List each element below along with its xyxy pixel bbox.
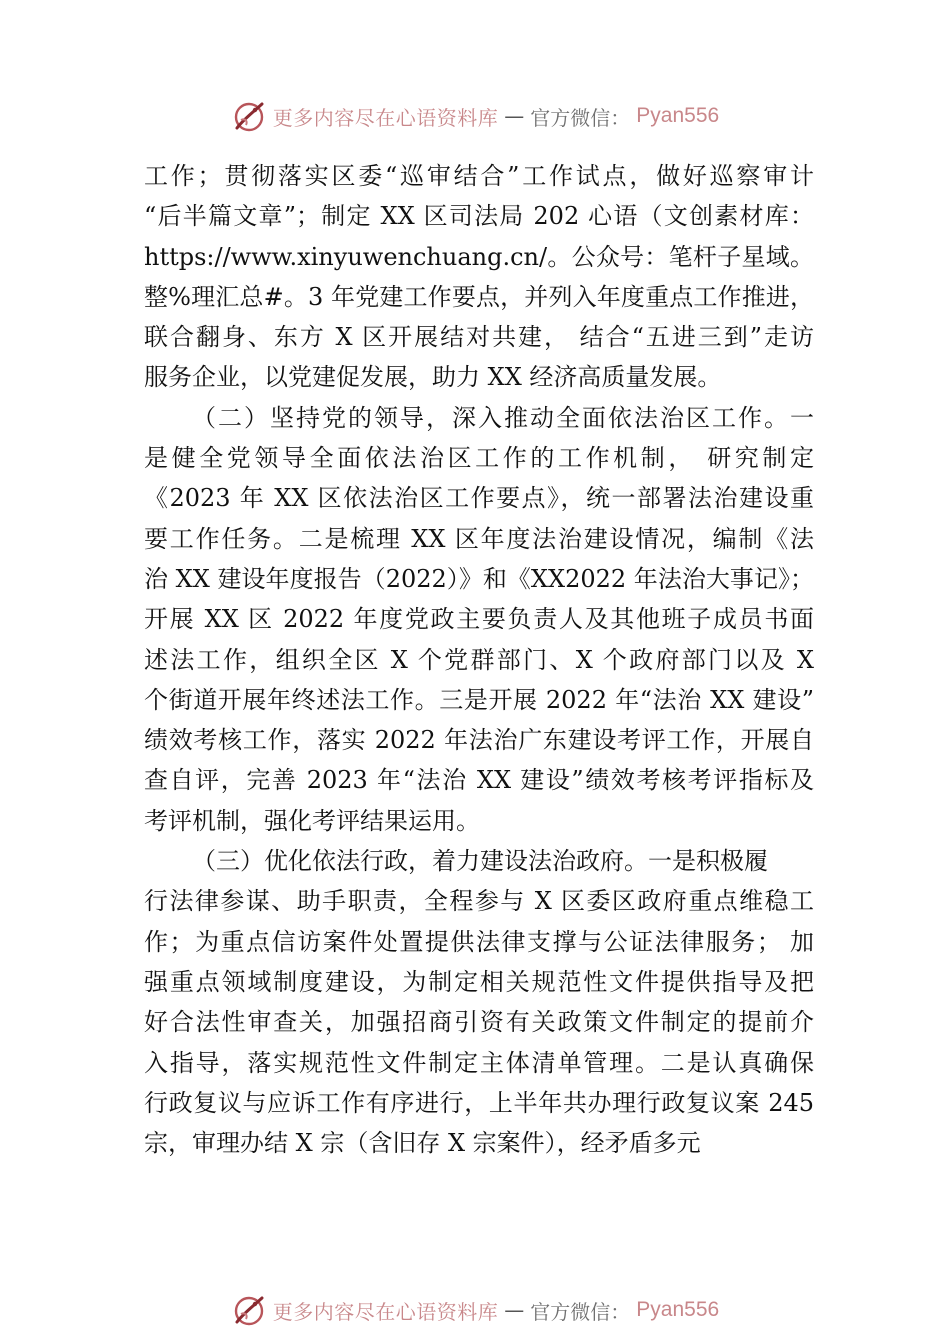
text-line: 强重点领域制度建设，为制定相关规范性文件提供指导及把 [144,967,814,996]
text-line: 行政复议与应诉工作有序进行，上半年共办理行政复议案 245 [144,1088,814,1117]
text-line: 述法工作，组织全区 X 个党群部门、X 个政府部门以及 X [144,645,814,674]
text-line: 宗，审理办结 X 宗（含旧存 X 宗案件），经矛盾多元 [144,1129,701,1158]
watermark-wechat-id: Pyan556 [636,104,720,127]
brush-logo-icon [231,1292,267,1328]
text-line: 入指导，落实规范性文件制定主体清单管理。二是认真确保 [144,1048,814,1077]
text-line: 是健全党领导全面依法治区工作的工作机制， 研究制定 [144,444,814,473]
text-line: 《2023 年 XX 区依法治区工作要点》，统一部署法治建设重 [144,484,814,513]
text-line: 联合翻身、东方 X 区开展结对共建， 结合“五进三到”走访 [144,323,814,352]
watermark-text: 更多内容尽在心语资料库 [272,105,499,130]
watermark-wechat-label: 官方微信： [530,105,631,130]
watermark-wechat-label: 官方微信： [530,1299,631,1324]
text-line: 考评机制，强化考评结果运用。 [144,806,480,835]
watermark [231,1292,719,1328]
watermark-wechat-id: Pyan556 [636,1298,720,1321]
text-line: 作；为重点信访案件处置提供法律支撑与公证法律服务； 加 [144,927,814,956]
paragraph-heading-3: （三）优化依法行政，着力建设法治政府。一是积极履 [192,847,768,876]
text-line: 绩效考核工作，落实 2022 年法治广东建设考评工作，开展自 [144,726,814,755]
text-line: 好合法性审查关，加强招商引资有关政策文件制定的提前介 [144,1008,814,1037]
text-line: 开展 XX 区 2022 年度党政主要负责人及其他班子成员书面 [144,605,814,634]
text-line: 要工作任务。二是梳理 XX 区年度法治建设情况，编制《法 [144,524,814,553]
text-line: 查自评，完善 2023 年“法治 XX 建设”绩效考核考评指标及 [144,766,814,795]
text-line: 服务企业，以党建促发展，助力 XX 经济高质量发展。 [144,363,722,392]
brush-logo-icon [231,98,267,134]
text-line: https://www.xinyuwenchuang.cn/。公众号：笔杆子星域。 [144,242,814,271]
text-line: 治 XX 建设年度报告（2022）》和《XX2022 年法治大事记》； [144,564,814,593]
text-line: 整%理汇总#。3 年党建工作要点，并列入年度重点工作推进， [144,282,814,311]
footer-watermark [0,1290,950,1330]
header-watermark [0,96,950,136]
document-body [144,156,814,1163]
paragraph-heading-2: （二）坚持党的领导，深入推动全面依法治区工作。一 [192,403,814,432]
text-line: “后半篇文章”；制定 XX 区司法局 202 心语（文创素材库： [144,202,814,231]
watermark-text: 更多内容尽在心语资料库 [272,1299,499,1324]
watermark-dash: — [504,1298,525,1322]
text-line: 个街道开展年终述法工作。三是开展 2022 年“法治 XX 建设” [144,685,814,714]
text-line: 行法律参谋、助手职责，全程参与 X 区委区政府重点维稳工 [144,887,814,916]
watermark-dash: — [504,104,525,128]
watermark [231,98,719,134]
text-line: 工作；贯彻落实区委“巡审结合”工作试点，做好巡察审计 [144,162,814,190]
